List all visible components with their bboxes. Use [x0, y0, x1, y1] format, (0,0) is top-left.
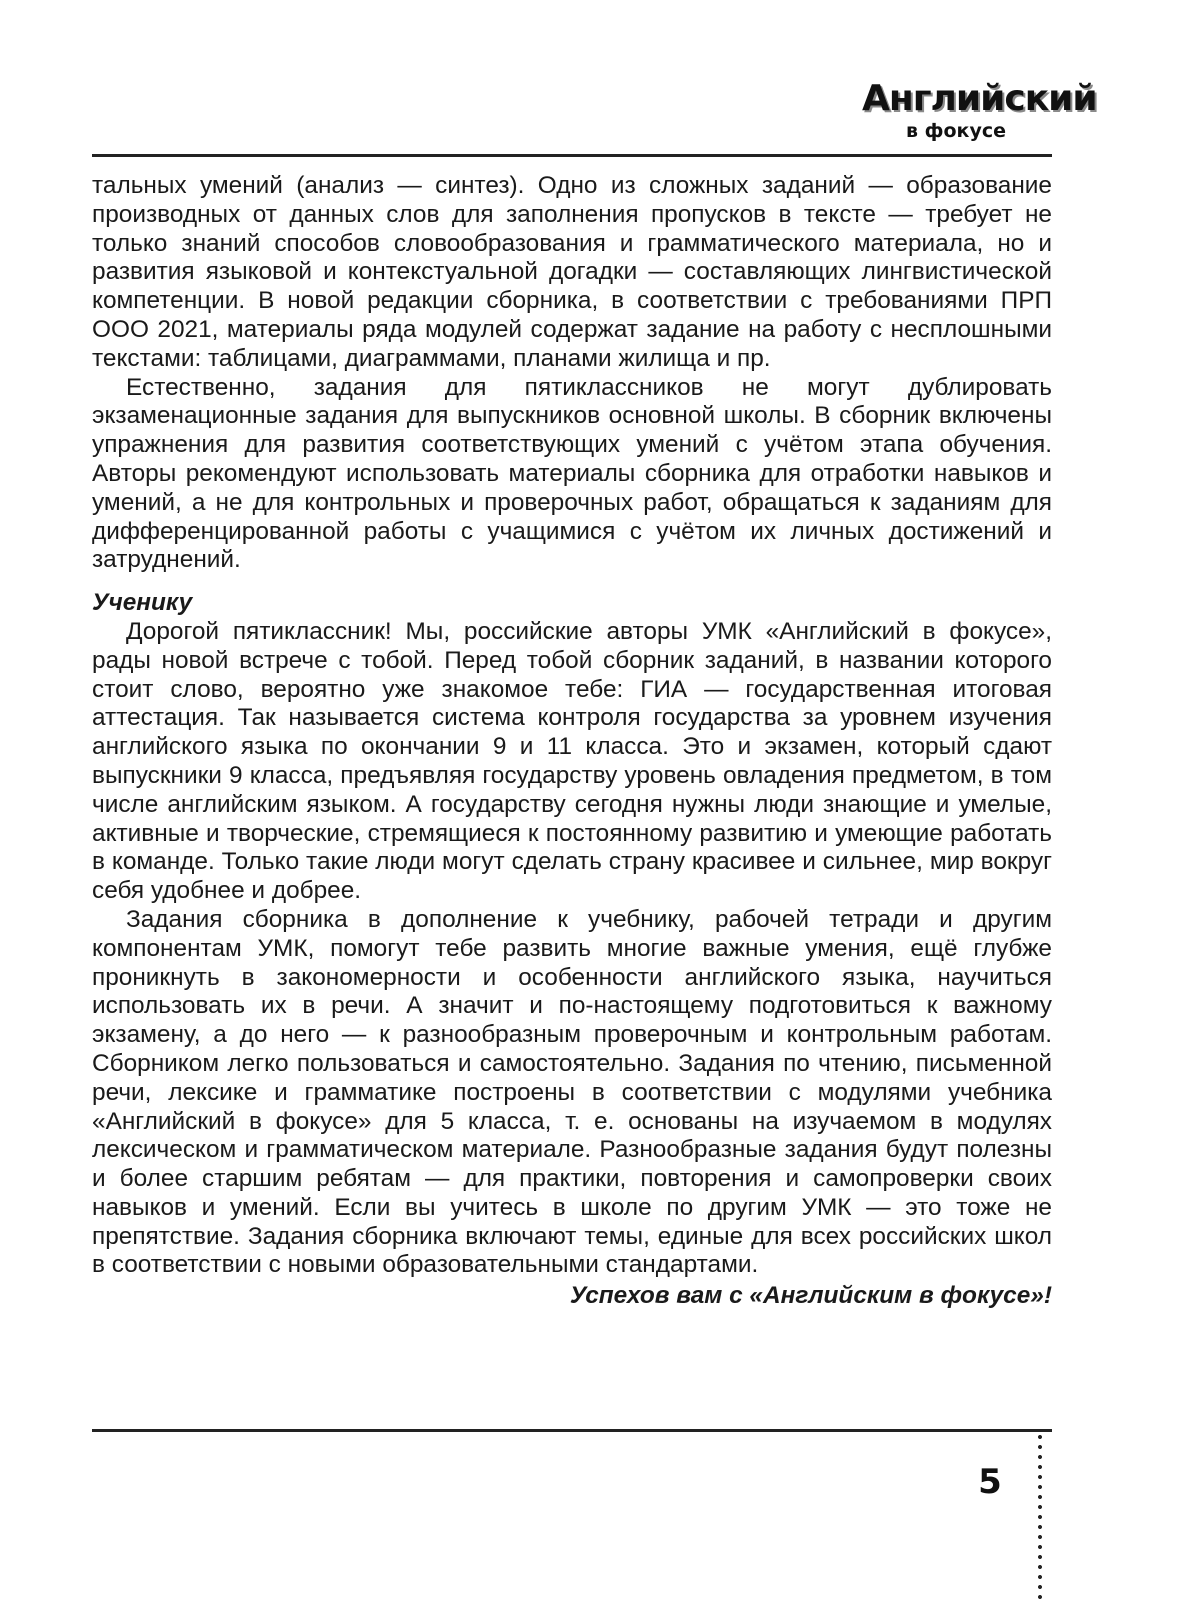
- logo-subtitle: в фокусе: [906, 120, 1006, 142]
- logo-title: Английский: [862, 78, 1097, 119]
- paragraph-continuation: тальных умений (анализ — синтез). Одно из сложных заданий — образование производных от данных слов для заполнения пропусков в тексте — требует не только знаний способов словообразования и грамматического материала, но и развития языковой и контекстуальной догадки — составляющих лингвистической компетенции. В новой редакции сборника, в соответствии с требованиями ПРП ООО 2021, материалы ряда модулей содержат задание на работу с несплошными текстами: таблицами, диаграммами, планами жилища и пр.: [92, 172, 1052, 372]
- section-heading-student: Ученику: [92, 589, 193, 617]
- page-body: [92, 172, 1052, 1311]
- footer-rule: [92, 1429, 1052, 1432]
- closing-wish: Успехов вам с «Английским в фокусе»!: [569, 1282, 1052, 1310]
- series-logo: [862, 78, 1097, 146]
- header-rule: [92, 154, 1052, 157]
- paragraph-greeting: Дорогой пятиклассник! Мы, российские авторы УМК «Английский в фокусе», рады новой встрече с тобой. Перед тобой сборник заданий, в названии которого стоит слово, вероятно уже знакомое тебе: ГИА — государственная итоговая аттестация. Так называется система контроля государства за уровнем изучения английского языка по окончании 9 и 11 класса. Это и экзамен, который сдают выпускники 9 класса, предъявляя государству уровень овладения предметом, в том числе английским языком. А государству сегодня нужны люди знающие и умелые, активные и творческие, стремящиеся к постоянному развитию и умеющие работать в команде. Только такие люди могут сделать страну красивее и сильнее, мир вокруг себя удобнее и добрее.: [92, 617, 1052, 905]
- page-number: 5: [978, 1462, 1002, 1502]
- paragraph-exam-tasks: Естественно, задания для пятиклассников не могут дублировать экзаменационные задания для выпускников основной школы. В сборник включены упражнения для развития соответствующих умений с учётом этапа обучения. Авторы рекомендуют использовать материалы сборника для отработки навыков и умений, а не для контрольных и проверочных работ, обращаться к заданиям для дифференцированной работы с учащимися с учётом их личных достижений и затруднений.: [92, 373, 1052, 574]
- paragraph-tasks-overview: Задания сборника в дополнение к учебнику, рабочей тетради и другим компонентам УМК, помогут тебе развить многие важные умения, ещё глубже проникнуть в закономерности и особенности английского языка, научиться использовать их в речи. А значит и по-настоящему подготовиться к важному экзамену, а до него — к разнообразным проверочным и контрольным работам. Сборником легко пользоваться и самостоятельно. Задания по чтению, письменной речи, лексике и грамматике построены в соответствии с модулями учебника «Английский в фокусе» для 5 класса, т. е. основаны на изучаемом в модулях лексическом и грамматическом материале. Разнообразные задания будут полезны и более старшим ребятам — для практики, повторения и самопроверки своих навыков и умений. Если вы учитесь в школе по другим УМК — это тоже не препятствие. Задания сборника включают темы, единые для всех российских школ в соответствии с новыми образовательными стандартами.: [92, 905, 1052, 1279]
- dotted-margin-line: [1037, 1432, 1043, 1600]
